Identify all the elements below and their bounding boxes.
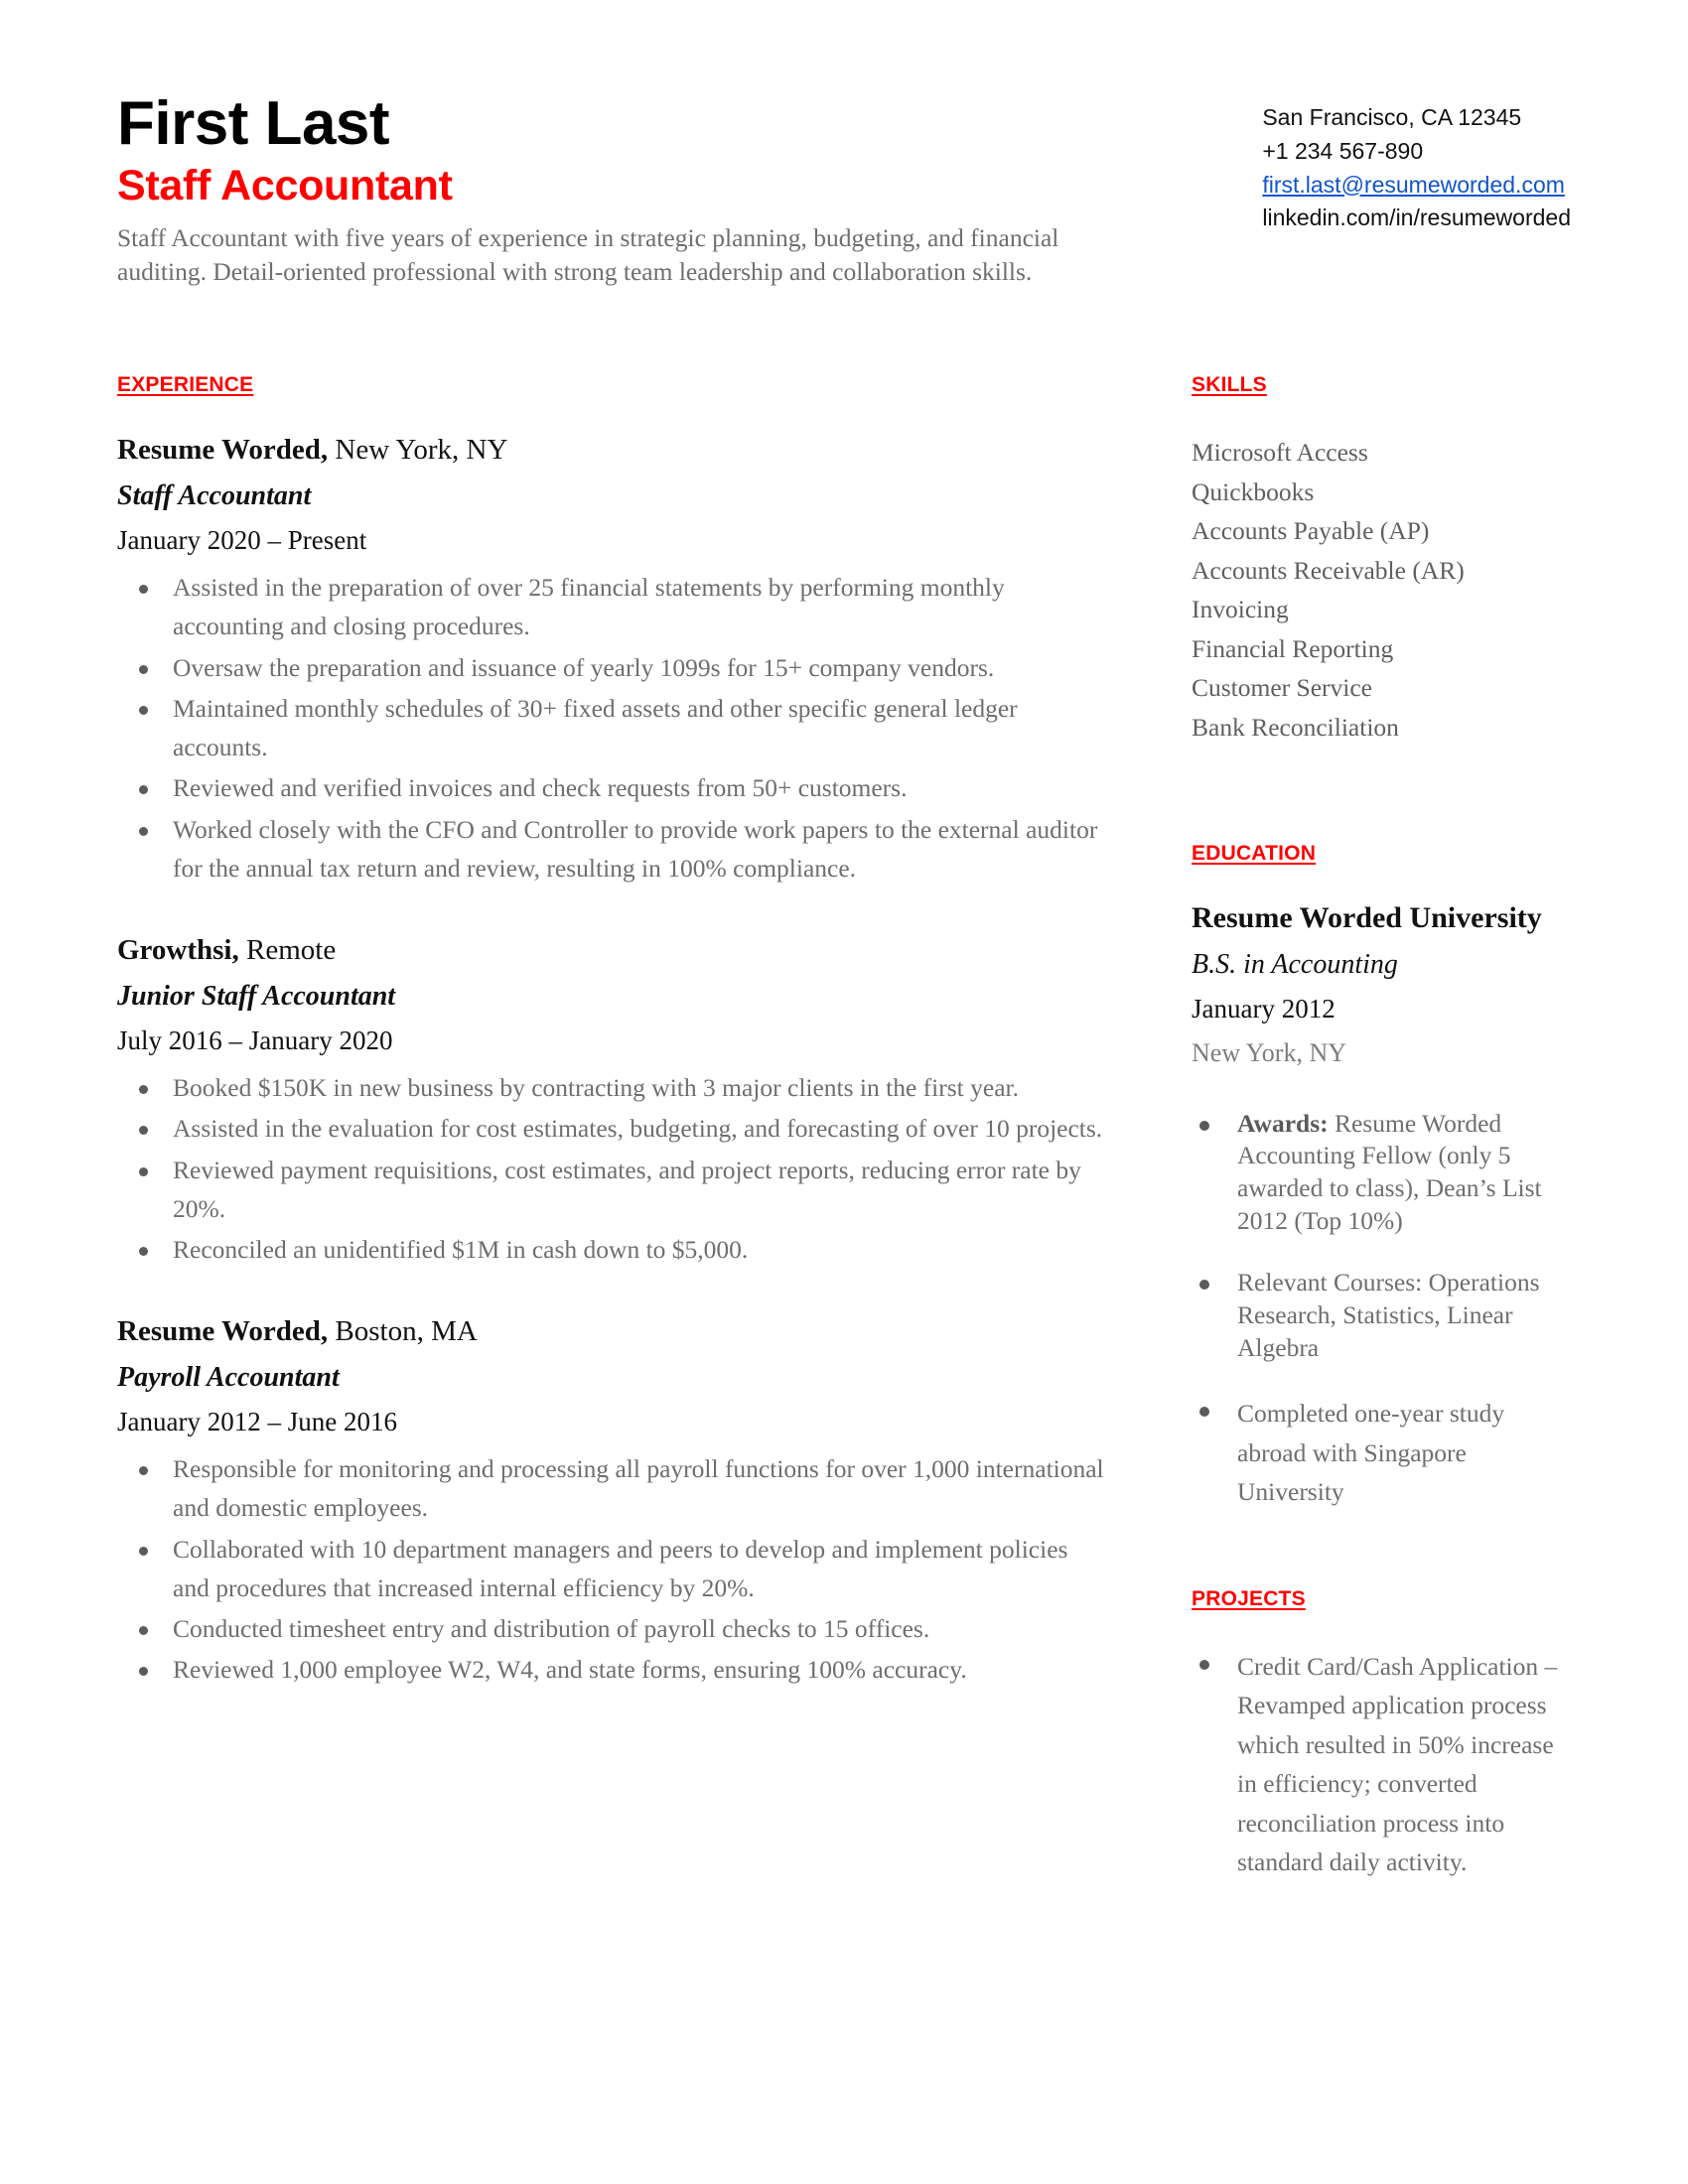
experience-list xyxy=(117,433,1110,1689)
section-header-education: EDUCATION xyxy=(1192,842,1317,866)
spacer xyxy=(1192,747,1569,842)
education-date: January 2012 xyxy=(1192,994,1336,1024)
section-header-experience: EXPERIENCE xyxy=(117,373,254,397)
experience-entry xyxy=(117,1314,1110,1689)
skill-item: Accounts Payable (AP) xyxy=(1192,516,1430,546)
experience-company: Growthsi, xyxy=(117,934,239,967)
contact-email-link[interactable]: first.last@resumeworded.com xyxy=(1262,171,1565,198)
experience-bullet: Reviewed payment requisitions, cost estimates, and project reports, reducing error rate by 20%. xyxy=(117,1151,1110,1229)
main-column xyxy=(117,373,1110,1691)
sidebar-column xyxy=(1192,373,1569,1882)
experience-bullet: Reviewed and verified invoices and check requests from 50+ customers. xyxy=(117,768,1110,807)
header-identity-block xyxy=(117,91,1110,289)
experience-bullet: Conducted timesheet entry and distribution of payroll checks to 15 offices. xyxy=(117,1609,1110,1648)
education-school: Resume Worded University xyxy=(1192,901,1542,935)
experience-bullet: Maintained monthly schedules of 30+ fixed assets and other specific general ledger accounts. xyxy=(117,689,1110,767)
experience-bullet: Assisted in the preparation of over 25 financial statements by performing monthly accounting and closing procedures. xyxy=(117,568,1110,646)
experience-bullet: Oversaw the preparation and issuance of yearly 1099s for 15+ company vendors. xyxy=(117,648,1110,687)
experience-entry xyxy=(117,433,1110,887)
education-degree: B.S. in Accounting xyxy=(1192,948,1398,980)
project-bullet: Credit Card/Cash Application – Revamped application process which resulted in 50% increase in efficiency; converted reconciliation process into standard daily activity. xyxy=(1192,1647,1569,1882)
experience-dates: July 2016 – January 2020 xyxy=(117,1024,393,1055)
skill-item: Microsoft Access xyxy=(1192,438,1368,468)
contact-linkedin: linkedin.com/in/resumeworded xyxy=(1262,205,1571,231)
resume-body xyxy=(117,373,1571,1882)
experience-location: New York, NY xyxy=(328,434,508,467)
contact-info-block xyxy=(1262,91,1571,235)
experience-company-line xyxy=(117,1314,1110,1349)
experience-role: Junior Staff Accountant xyxy=(117,981,396,1013)
experience-bullet: Assisted in the evaluation for cost estimates, budgeting, and forecasting of over 10 projects. xyxy=(117,1109,1110,1148)
skills-section xyxy=(1192,373,1569,747)
education-location: New York, NY xyxy=(1192,1037,1347,1067)
education-bullet-text: Completed one-year study abroad with Singapore University xyxy=(1237,1399,1505,1507)
experience-company: Resume Worded, xyxy=(117,434,329,467)
experience-bullet-list xyxy=(117,1449,1110,1690)
skill-item: Financial Reporting xyxy=(1192,633,1394,663)
experience-dates: January 2012 – June 2016 xyxy=(117,1406,397,1436)
education-section xyxy=(1192,842,1569,1511)
skill-item: Customer Service xyxy=(1192,673,1372,703)
experience-bullet-list xyxy=(117,1068,1110,1269)
skills-list xyxy=(1192,433,1569,747)
contact-location: San Francisco, CA 12345 xyxy=(1262,104,1522,130)
experience-location: Boston, MA xyxy=(328,1315,478,1348)
experience-bullet: Reconciled an unidentified $1M in cash down to $5,000. xyxy=(117,1230,1110,1269)
experience-company-line xyxy=(117,933,1110,968)
experience-bullet: Reviewed 1,000 employee W2, W4, and state forms, ensuring 100% accuracy. xyxy=(117,1650,1110,1689)
experience-role: Staff Accountant xyxy=(117,480,312,512)
education-bullet xyxy=(1192,1394,1569,1512)
experience-location: Remote xyxy=(238,934,337,967)
headline-job-title: Staff Accountant xyxy=(117,161,453,209)
education-bullet-text: Resume Worded Accounting Fellow (only 5 awarded to class), Dean’s List 2012 (Top 10%) xyxy=(1237,1108,1542,1235)
experience-bullet: Booked $150K in new business by contracting with 3 major clients in the first year. xyxy=(117,1068,1110,1107)
skill-item: Accounts Receivable (AR) xyxy=(1192,555,1465,585)
projects-bullet-list xyxy=(1192,1647,1569,1882)
experience-bullet-list xyxy=(117,568,1110,887)
experience-bullet: Responsible for monitoring and processing all payroll functions for over 1,000 international and domestic employees. xyxy=(117,1449,1110,1528)
page-title: First Last xyxy=(117,89,390,158)
experience-bullet: Worked closely with the CFO and Controller to provide work papers to the external auditor for the annual tax return and review, resulting in 100% compliance. xyxy=(117,810,1110,888)
experience-entry xyxy=(117,933,1110,1269)
experience-role: Payroll Accountant xyxy=(117,1362,340,1394)
education-bullet-text: Relevant Courses: Operations Research, Statistics, Linear Algebra xyxy=(1237,1268,1540,1362)
skill-item: Bank Reconciliation xyxy=(1192,712,1399,742)
section-header-projects: PROJECTS xyxy=(1192,1586,1306,1610)
education-bullet-list xyxy=(1192,1108,1569,1512)
experience-dates: January 2020 – Present xyxy=(117,524,367,555)
spacer xyxy=(1192,1512,1569,1587)
section-header-skills: SKILLS xyxy=(1192,373,1267,397)
education-bullet-label: Awards: xyxy=(1237,1108,1329,1138)
education-bullet xyxy=(1192,1108,1569,1238)
skill-item: Quickbooks xyxy=(1192,477,1315,506)
experience-bullet: Collaborated with 10 department managers and peers to develop and implement policies and procedures that increased internal efficiency by 20%. xyxy=(117,1530,1110,1608)
resume-header xyxy=(117,91,1571,289)
contact-phone: +1 234 567-890 xyxy=(1262,137,1424,164)
education-bullet xyxy=(1192,1267,1569,1364)
professional-summary: Staff Accountant with five years of experience in strategic planning, budgeting, and financial auditing. Detail-oriented professional with strong team leadership and collaboration skills. xyxy=(117,223,1059,287)
experience-company-line xyxy=(117,433,1110,468)
skill-item: Invoicing xyxy=(1192,595,1289,624)
projects-section xyxy=(1192,1587,1569,1882)
experience-company: Resume Worded, xyxy=(117,1315,329,1348)
